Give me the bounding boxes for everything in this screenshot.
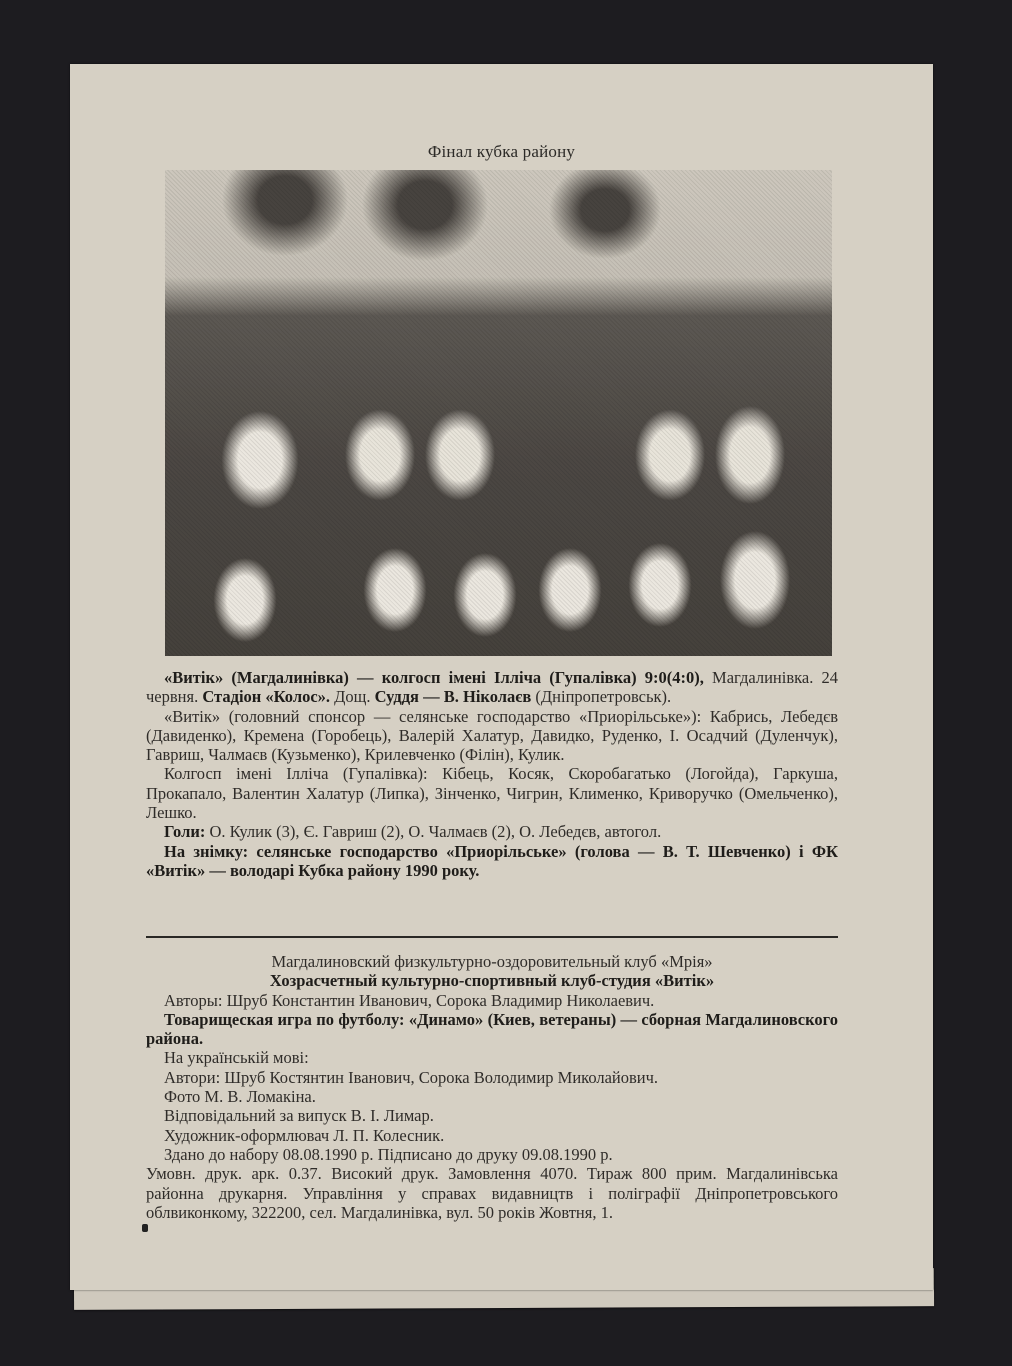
match-result: «Витік» (Магдалинівка) — колгосп імені Ілліча (Гупалівка) 9:0(4:0), [164, 668, 704, 687]
photo-caption: На знімку: селянське господарство «Приорільське» (голова — В. Т. Шевченко) і ФК «Витік» — володарі Кубка району 1990 року. [146, 841, 838, 880]
match-title-ru: Товарищеская игра по футболу: «Динамо» (Киев, ветераны) — сборная Магдалиновского района. [146, 1009, 838, 1049]
page-heading: Фінал кубка району [427, 142, 576, 161]
responsible-editor: Відповідальний за випуск В. І. Лимар. [164, 1106, 434, 1126]
team-photo [165, 170, 832, 656]
club-line-2: Хозрасчетный культурно-спортивный клуб-студия «Витік» [269, 971, 715, 991]
ink-spot [142, 1224, 148, 1232]
authors-ua: Автори: Шруб Костянтин Іванович, Сорока Володимир Миколайович. [164, 1067, 659, 1087]
print-imprint: Умовн. друк. арк. 0.37. Високий друк. Замовлення 4070. Тираж 800 прим. Магдалинівська районна друкарня. Управління у справах видавництв і поліграфії Дніпропетровського облвиконкому, 322200, сел. Магдалинівка, вул. 50 років Жовтня, 1. [146, 1164, 838, 1222]
match-weather: Дощ. [334, 687, 371, 707]
match-stadium: Стадіон «Колос». [202, 687, 331, 707]
match-place-date: Магдалинівка. 24 червня. [146, 668, 839, 707]
ukrainian-label: На українській мові: [164, 1048, 309, 1068]
print-dates: Здано до набору 08.08.1990 р. Підписано до друку 09.08.1990 р. [164, 1144, 613, 1164]
colophon [146, 952, 838, 1222]
designer: Художник-оформлювач Л. П. Колесник. [164, 1125, 445, 1145]
photo-credit: Фото М. В. Ломакіна. [164, 1087, 316, 1107]
section-divider [146, 936, 838, 938]
goals-label: Голи: [164, 822, 206, 842]
team2-lineup: Колгосп імені Ілліча (Гупалівка): Кібець, Косяк, Скоробагатько (Логойда), Гаркуша, Прокапало, Валентин Халатур (Липка), Зінченко, Чигрин, Клименко, Криворучко (Омельченко), Лешко. [146, 764, 838, 823]
club-line-1: Магдалиновский физкультурно-оздоровительный клуб «Мрія» [271, 952, 713, 971]
program-page [70, 64, 933, 1290]
authors-ru: Авторы: Шруб Константин Иванович, Сорока Владимир Николаевич. [164, 990, 655, 1010]
match-referee: Суддя — В. Ніколаєв [374, 687, 532, 707]
match-report [146, 668, 838, 880]
goals-text: О. Кулик (3), Є. Гавриш (2), О. Чалмаєв (2), О. Лебедєв, автогол. [209, 822, 662, 842]
team1-lineup: «Витік» (головний спонсор — селянське господарство «Приорільське»): Кабрись, Лебедєв (Давиденко), Кремена (Горобець), Валерій Халатур, Давидко, Руденко, І. Осадчий (Дуленчук), Гавриш, Чалмаєв (Кузьменко), Крилевченко (Філін), Кулик. [146, 706, 838, 765]
referee-city: (Дніпропетровськ). [535, 687, 672, 707]
